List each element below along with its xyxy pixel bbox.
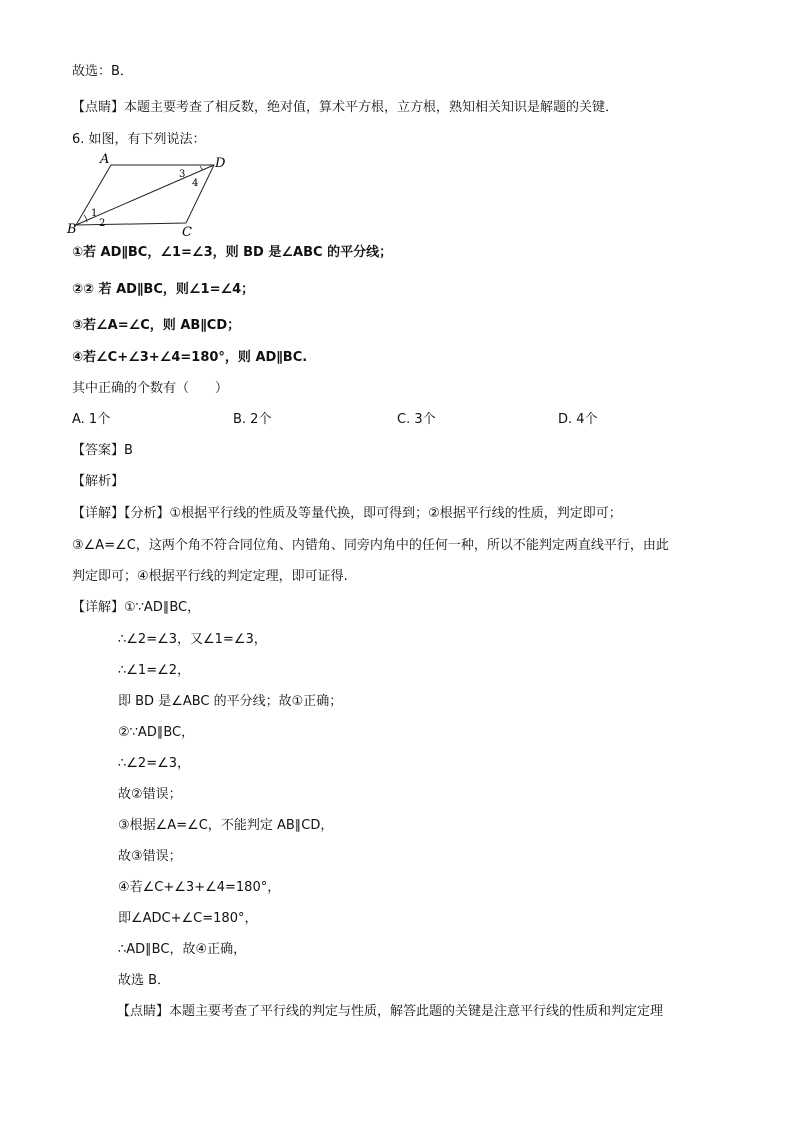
solution-line: ∴AD∥BC，故④正确， (118, 942, 247, 957)
solution-line: ∴∠1=∠2， (118, 663, 191, 678)
solution-line: ∴∠2=∠3，又∠1=∠3， (118, 632, 267, 647)
parallelogram-figure (66, 150, 236, 240)
solution-line: 故选 B． (118, 973, 171, 988)
question-stem: 6. 如图，有下列说法： (72, 132, 206, 147)
label-a: A (100, 152, 110, 167)
text-line: 故选：B． (72, 64, 133, 79)
analysis-line: 【详解】【分析】①根据平行线的性质及等量代换，即可得到；②根据平行线的性质，判定即可； (72, 506, 622, 521)
angle-label-2: 2 (99, 218, 106, 229)
solution-line: 【详解】①∵AD∥BC， (72, 600, 201, 615)
label-b: B (67, 222, 77, 237)
solution-line: 故③错误； (118, 849, 182, 864)
option-a: A. 1个 (72, 412, 111, 427)
solution-line: ②∵AD∥BC， (118, 725, 195, 740)
option-b: B. 2个 (233, 412, 272, 427)
solution-line: ∴∠2=∠3， (118, 756, 191, 771)
solution-line: 故②错误； (118, 787, 182, 802)
label-d: D (215, 156, 226, 171)
option-d: D. 4个 (558, 412, 598, 427)
final-note: 【点睛】本题主要考查了平行线的判定与性质，解答此题的关键是注意平行线的性质和判定定理 (117, 1004, 664, 1019)
analysis-line: 判定即可；④根据平行线的判定定理，即可证得. (72, 569, 348, 584)
solution-line: 即∠ADC+∠C=180°， (118, 911, 258, 926)
solution-line: ④若∠C+∠3+∠4=180°， (118, 880, 281, 895)
solution-line: 即 BD 是∠ABC 的平分线；故①正确； (118, 694, 343, 709)
statement-4: ④若∠C+∠3+∠4=180°，则 AD∥BC. (72, 350, 308, 365)
analysis-line: ③∠A=∠C，这两个角不符合同位角、内错角、同旁内角中的任何一种，所以不能判定两直线平行，由此 (72, 538, 669, 553)
solution-line: ③根据∠A=∠C，不能判定 AB∥CD， (118, 818, 334, 833)
statement-2: ②② 若 AD∥BC，则∠1=∠4； (72, 282, 255, 297)
statement-1: ①若 AD∥BC，∠1=∠3，则 BD 是∠ABC 的平分线； (72, 245, 393, 260)
angle-label-4: 4 (192, 178, 199, 189)
angle-label-1: 1 (91, 208, 98, 219)
angle-arc (200, 166, 203, 170)
analysis-heading: 【解析】 (72, 474, 125, 489)
text-line: 【点睛】本题主要考查了相反数，绝对值，算术平方根，立方根，熟知相关知识是解题的关键． (72, 100, 619, 115)
option-c: C. 3个 (397, 412, 436, 427)
angle-label-3: 3 (179, 169, 186, 180)
statement-3: ③若∠A=∠C，则 AB∥CD； (72, 318, 241, 333)
answer: 【答案】B (72, 443, 133, 458)
question-prompt: 其中正确的个数有（ ） (72, 381, 229, 396)
label-c: C (182, 225, 192, 240)
